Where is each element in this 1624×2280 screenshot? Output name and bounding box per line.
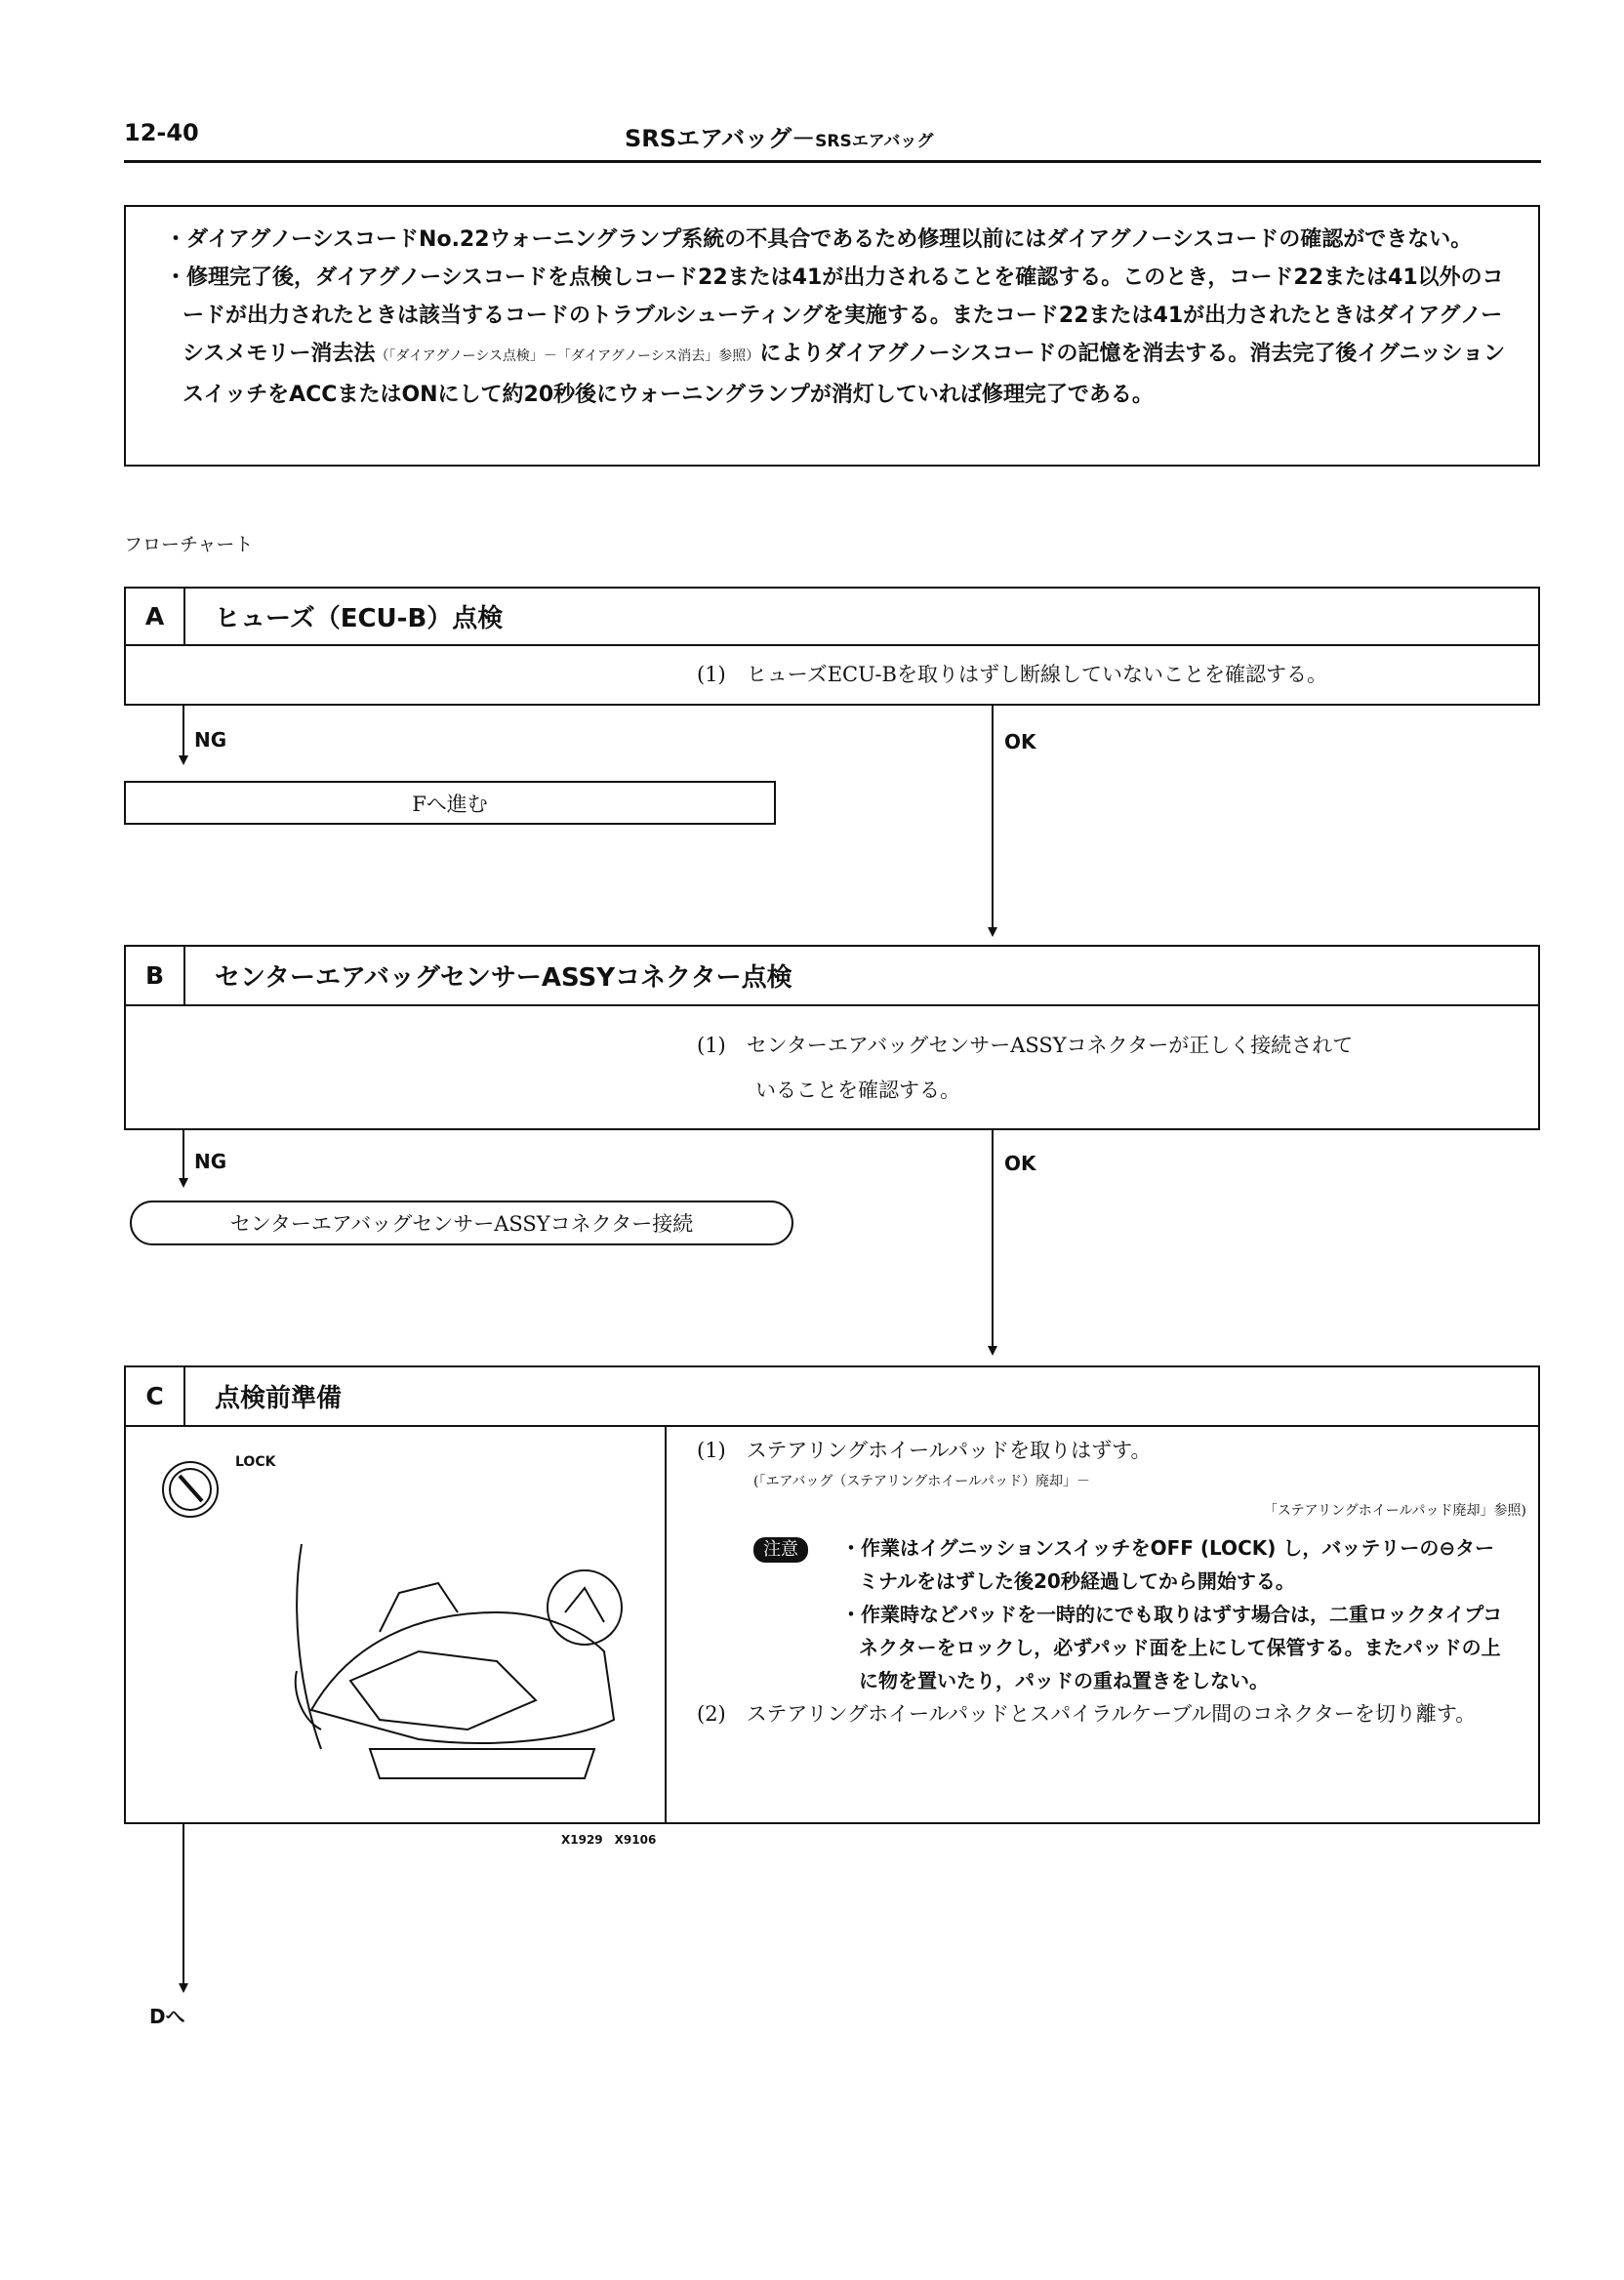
note-box — [124, 205, 1540, 467]
step-letter: C — [126, 1367, 185, 1425]
ng-line — [183, 1129, 184, 1180]
ok-label: OK — [1004, 730, 1036, 753]
arrow-down-icon — [179, 1983, 188, 1993]
ok-label: OK — [1004, 1152, 1036, 1175]
figure-codes: X1929 X9106 — [561, 1833, 657, 1847]
ng-label: NG — [194, 728, 227, 752]
step-a-box — [124, 587, 1540, 706]
note-tail: によりダイアグノーシスコードの記憶を消去する。消去完了後イグニッションスイッチをACCまたはONにして約20秒後にウォーニングランプが消灯していれば修理完了である。 — [183, 342, 1506, 407]
note-item — [165, 259, 1509, 414]
flowchart-title: フローチャート — [124, 534, 254, 555]
step-c-instructions — [697, 1434, 1526, 1730]
step-item: (2) ステアリングホイールパッドとスパイラルケーブル間のコネクターを切り離す。 — [697, 1702, 1477, 1726]
item-ref: 「ステアリングホイールパッド廃却」参照) — [1263, 1503, 1526, 1519]
connect-action-box: センターエアバッグセンサーASSYコネクター接続 — [130, 1201, 793, 1245]
step-item: (1) ヒューズECU-Bを取りはずし断線していないことを確認する。 — [697, 663, 1327, 686]
step-title: 点検前準備 — [215, 1384, 343, 1413]
arrow-down-icon — [179, 1178, 188, 1188]
note-text: ・修理完了後，ダイアグノーシスコードを点検しコード22または41が出力されることを確認する。このとき，コード22または41以外のコードが出力されたときは該当するコードのトラブルシューティングを実施する。またコード22または41が出力されたときはダイアグノーシスメモリー消去法 — [165, 265, 1504, 366]
title-sub: SRSエアバッグ — [815, 132, 934, 151]
page-title: SRSエアバッグ－SRSエアバッグ — [625, 125, 934, 152]
step-letter: B — [126, 947, 185, 1004]
steering-wheel-illustration — [126, 1427, 665, 1824]
step-item-line: (1) センターエアバッグセンサーASSYコネクターが正しく接続されて — [697, 1034, 1354, 1057]
item-ref: (「エアバッグ（ステアリングホイールパッド）廃却」－ — [753, 1474, 1090, 1489]
page-number: 12-40 — [124, 119, 199, 146]
column-divider — [665, 1427, 667, 1824]
step-b-box — [124, 945, 1540, 1130]
arrow-down-icon — [179, 755, 188, 765]
caution-item: ・作業時などパッドを一時的にでも取りはずす場合は，二重ロックタイプコネクターをロックし，必ずパッド面を上にして保管する。またパッドの上に物を置いたり，パッドの重ね置きをしない。 — [841, 1603, 1503, 1692]
caution-item: ・作業はイグニッションスイッチをOFF (LOCK) し，バッテリーの⊖ターミナルをはずした後20秒経過してから開始する。 — [841, 1536, 1495, 1593]
caution-badge: 注意 — [753, 1537, 808, 1563]
goto-f-box: Fへ進む — [124, 781, 776, 825]
lock-label: LOCK — [235, 1454, 276, 1470]
next-line — [183, 1823, 184, 1985]
note-item: ・ダイアグノーシスコードNo.22ウォーニングランプ系統の不具合であるため修理以前にはダイアグノーシスコードの確認ができない。 — [165, 227, 1473, 252]
ng-line — [183, 705, 184, 757]
arrow-down-icon — [988, 1346, 997, 1356]
step-item: (1) ステアリングホイールパッドを取りはずす。 — [697, 1439, 1152, 1462]
step-c-box — [124, 1365, 1540, 1824]
arrow-down-icon — [988, 927, 997, 937]
ok-line — [992, 705, 994, 929]
step-title: ヒューズ（ECU-B）点検 — [215, 604, 504, 633]
step-letter: A — [126, 589, 185, 644]
illustration — [126, 1427, 665, 1824]
step-item — [697, 1023, 1353, 1113]
step-title: センターエアバッグセンサーASSYコネクター点検 — [215, 963, 792, 993]
ng-label: NG — [194, 1150, 227, 1173]
title-main: SRSエアバッグ — [625, 125, 792, 152]
header-rule — [124, 160, 1541, 163]
next-step-label: Dへ — [149, 2005, 185, 2028]
note-ref: （「ダイアグノーシス点検」－「ダイアグノーシス消去」参照） — [375, 348, 760, 364]
step-item-line: いることを確認する。 — [755, 1079, 960, 1102]
ok-line — [992, 1129, 994, 1348]
